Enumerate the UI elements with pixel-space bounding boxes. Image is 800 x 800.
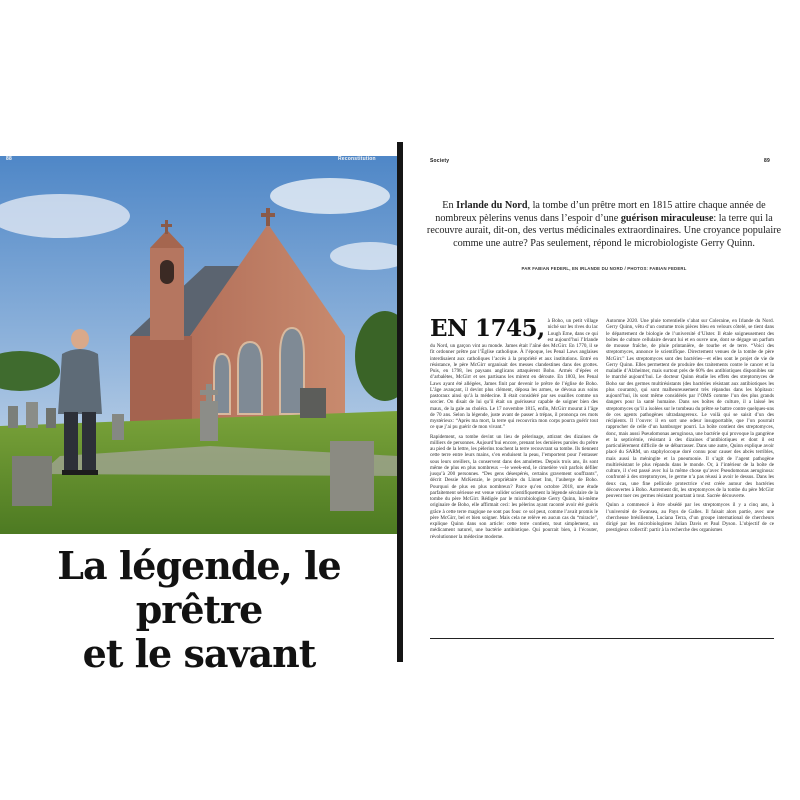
- column-2-paragraph-1: Automne 2020. Une pluie torrentielle s’abat sur Coleraine, en Irlande du Nord. Gerry Quinn, vêtu d’un costume trois pièces bleu en velours côtelé, se tient dans le département de biologie de l’université d’Ulster. Il étale soigneusement des boîtes de culture cellulaire devant lui et en ouvre une, dont se dégage un parfum de mousse fraîche, de pluie printanière, de tourbe et de terre. “Voici des streptomyces, annonce le scientifique. Directement venues de la tombe de père McGirr.” Les streptomyces sont des bactéries—et elles sont le projet de vie de Gerry Quinn. Elles permettent de produire des traitements contre le cancer et la maladie d’Alzheimer, mais surtout près de 60% des antibiotiques disponibles sur le marché aujourd’hui. Le docteur Quinn étudie les effets des streptomyces de Boho sur des germes multirésistants (des bactéries résistant aux antibiotiques les plus courants), qui sont malheureusement très répandus dans les hôpitaux: aujourd’hui, ils sont même considérés par l’OMS comme l’un des plus grands dangers pour la santé humaine. Dans ses boîtes de culture, il a laissé les streptomyces qu’il a isolées sur le tombeau du prêtre se battre contre quelques-uns de ces agents pathogènes ultradangereux. Le voilà qui se saisit d’un des récipients. Il l’ouvre: il en sort une odeur insupportable, que l’on pourrait rapprocher de celle d’un hamburger pourri. La boîte contient des streptomyces, donc, mais aussi Pseudomonas aeruginosa, une bactérie qui provoque la gangrène et la septicémie, résistant à des dizaines d’antibiotiques et dont il est particulièrement difficile de se débarrasser. Dans une autre, Quinn explique avoir placé du SARM, un staphylocoque doré connu pour causer des abcès terribles, mais aussi la méningite et la pneumonie. Il s’agit de l’agent pathogène multirésistant le plus répandu dans le monde. Or, à l’intérieur de la boîte de culture, il s’est passé avec lui la même chose qu’avec Pseudomonas aeruginosa: confronté à des streptomyces, le germe n’a pas réussi à avoir le dessus. Dans les deux cas, une fine pellicule protectrice s’est créée autour des bactéries découvertes à Boho. Autrement dit, les streptomyces de la tombe du père McGirr peuvent tuer ces germes résistant pourtant à tout. Sacrée découverte.: [606, 318, 774, 499]
- column-1: [430, 315, 598, 543]
- left-page-number: 88: [6, 156, 12, 162]
- intro-bold-2: guérison miraculeuse: [620, 212, 714, 224]
- church-photo: [0, 156, 398, 534]
- column-2-paragraph-2: Quinn a commencé à être obsédé par les streptomyces il y a cinq ans, à l’université de Swansea, au Pays de Galles. Il faisait alors partie, avec une chercheuse brésilienne, Luciana Terra, d’un groupe international de chercheurs dirigé par les microbiologistes Julian Davis et Paul Dyson. L’objectif de ce prestigieux collectif: partir à la recherche des organismes: [606, 502, 774, 534]
- column-1-paragraph-2: Rapidement, sa tombe devint un lieu de pèlerinage, attirant des dizaines de milliers de personnes. Aujourd’hui encore, prenant les dernières paroles du prêtre au pied de la lettre, les pèlerins touchent la terre recouvrant sa tombe. Ils tiennent cette terre entre leurs mains, s’en enduisent la peau, l’emportent pour l’entasser sous leurs oreillers, la conservent dans des amulettes. Depuis trois ans, ils sont même de plus en plus nombreux —le week-end, le cimetière voit parfois défiler jusqu’à 200 personnes. “Des gens désespérés, certains gravement souffrants”, décrit Dessie McKenzie, le propriétaire du Linnet Inn, l’auberge de Boho. Pourquoi de plus en plus nombreux? Parce qu’en octobre 2018, une étude parfaitement sérieuse est venue valider scientifiquement la légende séculaire de la tombe du père McGirr. Rédigée par le microbiologiste Gerry Quinn, lui-même originaire de Boho, elle affirmait ceci: les pèlerins ayant raconté avoir été guéris grâce à cette terre magique ne sont pas fous: ce sol peut, comme l’avait promis le père McGirr, bel et bien soigner. Mais cela ne relève en aucun cas du “miracle”, explique Quinn dans son article: cette terre contient, tout simplement, un médicament naturel, une bactérie antibiotique. Qui pourrait bien, à l’écouter, révolutionner la médecine moderne.: [430, 433, 598, 540]
- right-page: [404, 142, 800, 662]
- byline: PAR FABIAN FEDERL, EN IRLANDE DU NORD / PHOTOS: FABIAN FEDERL: [521, 266, 687, 271]
- left-section-label: Reconstitution: [338, 156, 376, 162]
- column-2: [606, 318, 774, 537]
- article-title: [0, 534, 398, 676]
- dropcap-heading: EN 1745,: [430, 315, 545, 342]
- page-gutter: [397, 142, 403, 662]
- right-section-label: Society: [430, 158, 450, 164]
- left-page: [0, 142, 398, 676]
- intro-text-1: En: [442, 200, 457, 211]
- title-line-1: La légende, le prêtre: [57, 543, 341, 632]
- intro-text-3: : la terre qui la recouvre aurait, dit-on, des vertus médicinales extraordinaires. Une croyance populaire comme une autre? Pas seulement, répond le microbiologiste Gerry Quinn.: [426, 212, 782, 249]
- church-illustration: [0, 156, 398, 534]
- bottom-rule: [430, 638, 774, 639]
- magazine-spread: [0, 142, 800, 676]
- intro-bold-1: Irlande du Nord: [456, 200, 528, 211]
- column-1-paragraph-1-text: à Boho, un petit village niché sur les rives du lac Lough Erne, dans ce qui est aujourd’hui l’Irlande du Nord, un garçon vint au monde. James était l’aîné des McGirr. En 1770, il se fit ordonner prêtre par l’Église catholique. À l’époque, les Penal Laws anglaises interdisaient aux catholiques l’accès à la propriété et aux institutions. Entré en résistance, le père McGirr organisait des messes clandestines dans des grottes. Puis, en 1798, les paysans anglicans attaquèrent Boho. Armés d’épées et d’arbalètes, McGirr et ses partisans les mirent en déroute. En 1803, les Penal Laws ayant été allégées, James finit par devenir le prêtre de l’église de Boho. L’âge avançant, il devint plus clément, déposa les armes, se dévoua aux soins pastoraux ainsi qu’à la médecine. Il était considéré par ses ouailles comme un sorcier. On disait de lui qu’il était un guérisseur capable de soigner bien des maux, de la gale au choléra. Le 17 novembre 1815, enfin, McGirr mourut à l’âge de 70 ans. Selon la légende, juste avant de passer à trépas, il prononça ces mots mystérieux: “Après ma mort, la terre qui recouvrira mon corps pourra guérir tout ce que j’ai pu guérir de mon vivant.”: [430, 318, 598, 431]
- right-page-number: 89: [764, 158, 770, 164]
- column-1-paragraph-1: [430, 315, 598, 431]
- intro-text-2: , la tombe d’un prêtre mort en 1815 attire chaque année de nombreux pèlerins venus dans l’espoir d’une: [435, 200, 766, 224]
- title-line-2: et le savant: [82, 631, 316, 676]
- article-intro: [426, 200, 782, 250]
